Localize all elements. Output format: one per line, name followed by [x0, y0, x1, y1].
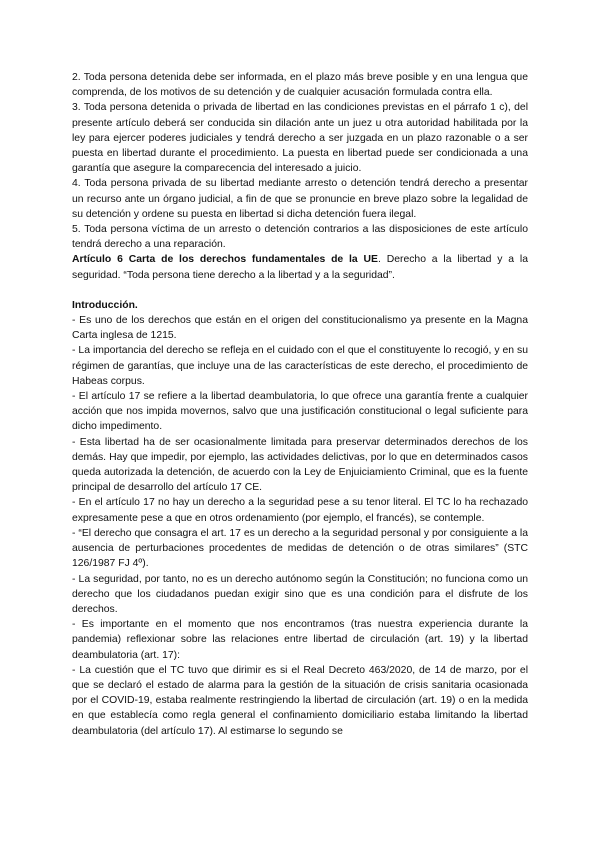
- spacer: [72, 283, 528, 298]
- intro-item: - Esta libertad ha de ser ocasionalmente limitada para preservar determinados derechos de los demás. Hay que impedir, por ejemplo, las actividades delictivas, por lo que en determinados casos queda autorizada la detención, de acuerdo con la Ley de Enjuiciamiento Criminal, que es la fuente principal de desarrollo del artículo 17 CE.: [72, 436, 528, 494]
- intro-item: - Es uno de los derechos que están en el origen del constitucionalismo ya presente en la Magna Carta inglesa de 1215.: [72, 315, 528, 342]
- intro-item: - “El derecho que consagra el art. 17 es un derecho a la seguridad personal y por consiguiente a la ausencia de perturbaciones procedentes de medidas de detención o de otras similares” (STC 126/1987 FJ 4º).: [72, 527, 528, 570]
- intro-item: - Es importante en el momento que nos encontramos (tras nuestra experiencia durante la pandemia) reflexionar sobre las relaciones entre libertad de circulación (art. 19) y la libertad deambulatoria (art. 17):: [72, 619, 528, 661]
- article-6-text: . Derecho a la libertad y a la seguridad. “Toda persona tiene derecho a la libertad y a la seguridad”.: [72, 254, 528, 281]
- paragraph-4: 4. Toda persona privada de su libertad mediante arresto o detención tendrá derecho a presentar un recurso ante un órgano judicial, a fin de que se pronuncie en breve plazo sobre la legalidad de su detención y ordene su puesta en libertad si dicha detención fuera ilegal.: [72, 178, 528, 220]
- intro-item: - El artículo 17 se refiere a la libertad deambulatoria, lo que ofrece una garantía frente a cualquier acción que nos impida movernos, salvo que una justificación constitucional o legal suficiente para dicho impedimento.: [72, 391, 528, 433]
- intro-item: - En el artículo 17 no hay un derecho a la seguridad pese a su tenor literal. El TC lo ha rechazado expresamente pese a que en otros ordenamiento (por ejemplo, el francés), se contemple.: [72, 497, 528, 524]
- paragraph-2: 2. Toda persona detenida debe ser informada, en el plazo más breve posible y en una lengua que comprenda, de los motivos de su detención y de cualquier acusación formulada contra ella.: [72, 72, 528, 99]
- intro-item: - La importancia del derecho se refleja en el cuidado con el que el constituyente lo recogió, y en su régimen de garantías, que incluye una de las características de este derecho, el procedimiento de Habeas corpus.: [72, 345, 528, 387]
- intro-item: - La cuestión que el TC tuvo que dirimir es si el Real Decreto 463/2020, de 14 de marzo, por el que se declaró el estado de alarma para la gestión de la situación de crisis sanitaria ocasionada por el COVID-19, estaba realmente restringiendo la libertad de circulación (art. 19) o en la medida en que establecía como regla general el confinamiento domiciliario estaba limitando la libertad deambulatoria (del artículo 17). Al estimarse lo segundo se: [72, 664, 528, 737]
- paragraph-5: 5. Toda persona víctima de un arresto o detención contrarios a las disposiciones de este artículo tendrá derecho a una reparación.: [72, 224, 528, 251]
- intro-item: - La seguridad, por tanto, no es un derecho autónomo según la Constitución; no funciona como un derecho que los ciudadanos puedan exigir sino que es una condición para el disfrute de los derechos.: [72, 573, 528, 615]
- article-6-paragraph: [72, 252, 528, 282]
- paragraph-3: 3. Toda persona detenida o privada de libertad en las condiciones previstas en el párrafo 1 c), del presente artículo deberá ser conducida sin dilación ante un juez u otra autoridad habilitada por la ley para ejercer poderes judiciales y tendrá derecho a ser juzgada en un plazo razonable o a ser puesta en libertad durante el procedimiento. La puesta en libertad puede ser condicionada a una garantía que asegure la comparecencia del interesado a juicio.: [72, 102, 528, 175]
- intro-heading: Introducción.: [72, 299, 138, 311]
- article-6-heading: Artículo 6 Carta de los derechos fundamentales de la UE: [72, 254, 378, 266]
